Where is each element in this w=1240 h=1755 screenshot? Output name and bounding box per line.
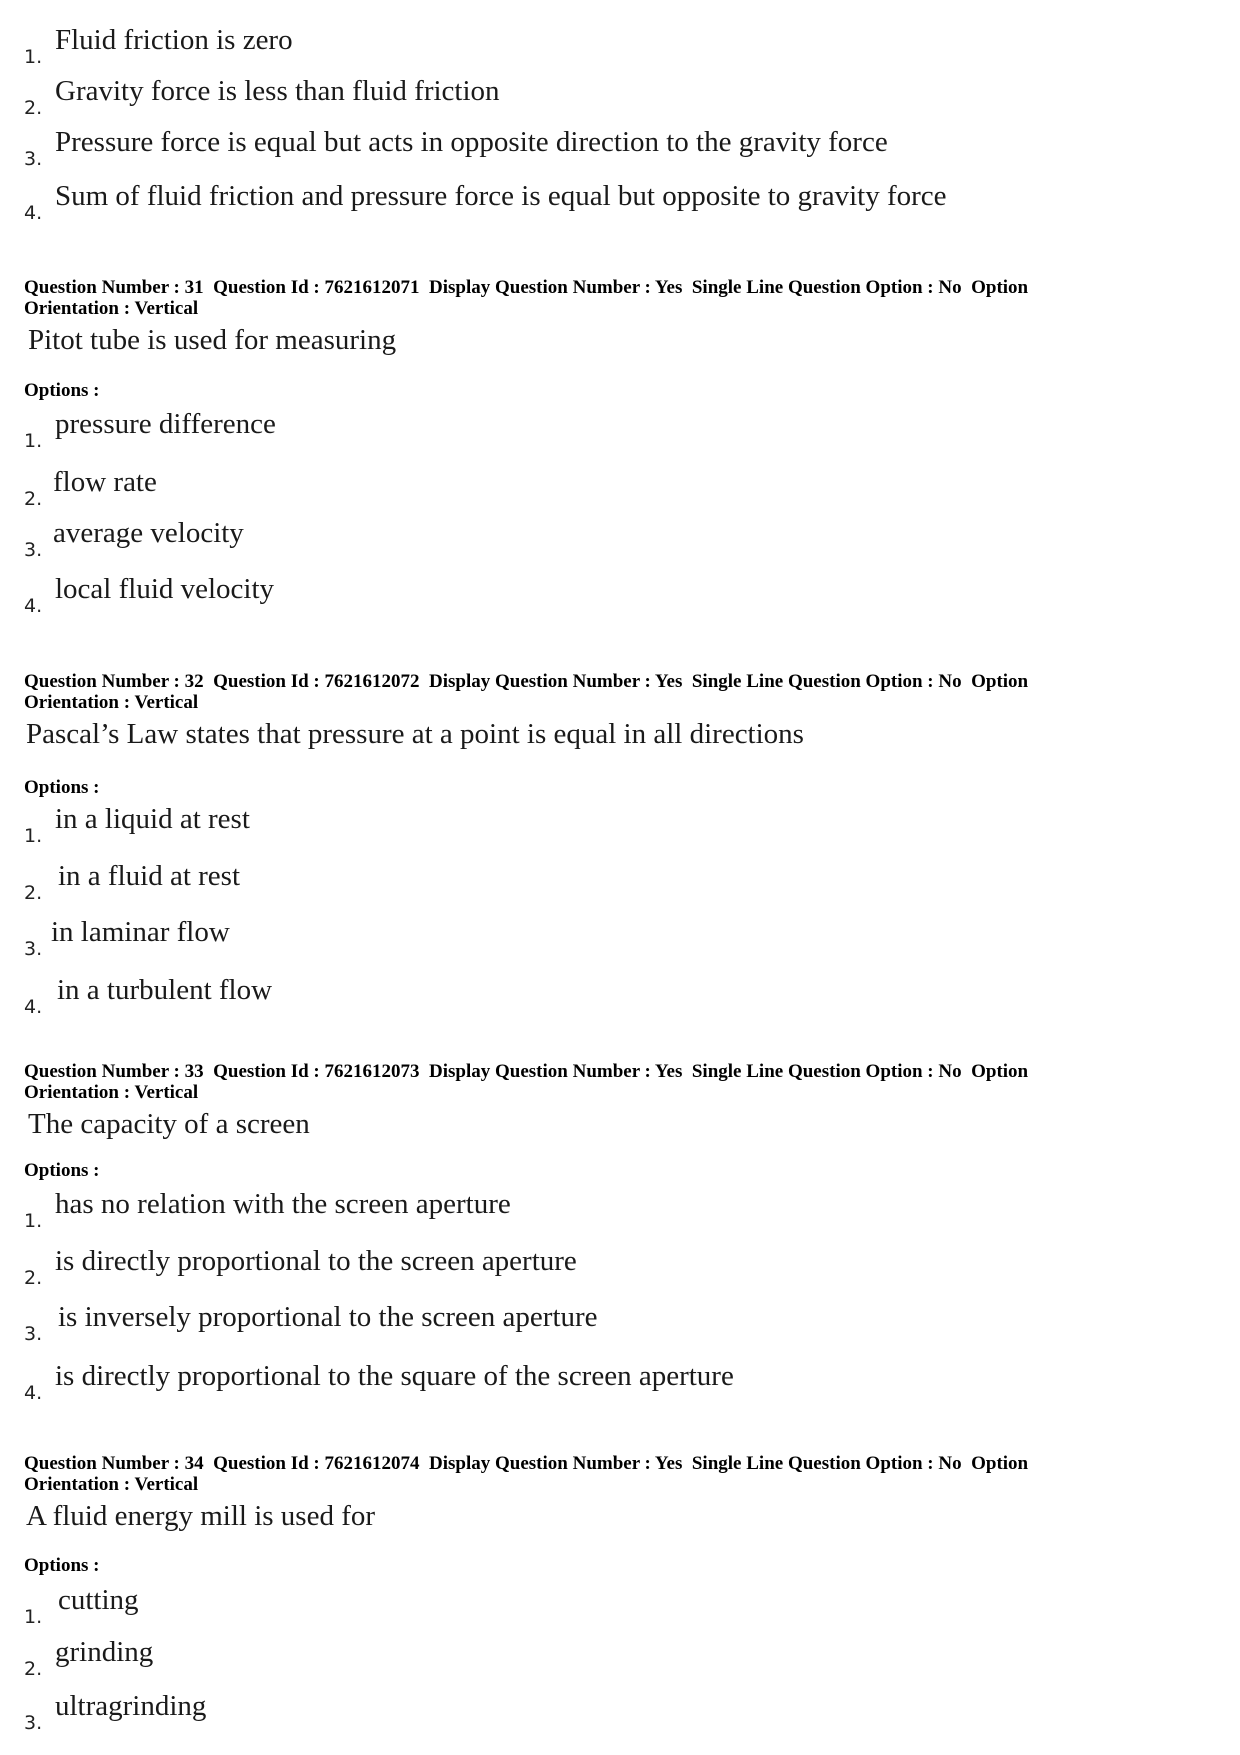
option-text: local fluid velocity <box>55 573 275 605</box>
option-text: average velocity <box>53 517 244 549</box>
option-text: in a liquid at rest <box>55 803 250 835</box>
option-text: Sum of fluid friction and pressure force is equal but opposite to gravity force <box>55 180 947 212</box>
option-text: pressure difference <box>55 408 276 440</box>
option-number: 4. <box>24 996 43 1018</box>
option-number: 3. <box>24 539 43 561</box>
option-number: 3. <box>24 938 43 960</box>
options-label: Options : <box>24 1555 100 1576</box>
option-text: flow rate <box>53 466 157 498</box>
option-text: grinding <box>55 1636 154 1668</box>
q32-option-3 <box>22 916 1172 964</box>
question-34-text: A fluid energy mill is used for <box>26 1500 376 1532</box>
q33-option-2 <box>22 1245 1172 1293</box>
option-number: 3. <box>24 148 43 170</box>
option-text: Gravity force is less than fluid friction <box>55 75 500 107</box>
option-number: 1. <box>24 46 43 68</box>
option-text: has no relation with the screen aperture <box>55 1188 511 1220</box>
options-label: Options : <box>24 1160 100 1181</box>
option-number: 4. <box>24 202 43 224</box>
question-33-meta: Question Number : 33 Question Id : 7621612073 Display Question Number : Yes Single Line Question Option : No Option Orientation : Vertical <box>24 1061 1029 1103</box>
q33-option-3 <box>22 1301 1172 1349</box>
option-number: 2. <box>24 488 43 510</box>
q31-option-1 <box>22 408 1172 456</box>
prev-option-2 <box>22 75 1172 123</box>
option-number: 3. <box>24 1712 43 1734</box>
q32-option-2 <box>22 860 1172 908</box>
option-text: ultragrinding <box>55 1690 207 1722</box>
option-text: is directly proportional to the square of the screen aperture <box>55 1360 734 1392</box>
q33-option-1 <box>22 1188 1172 1236</box>
q33-option-4 <box>22 1360 1172 1408</box>
q31-option-2 <box>22 466 1172 514</box>
q34-option-2 <box>22 1636 1172 1684</box>
option-text: Fluid friction is zero <box>55 24 293 56</box>
q34-option-1 <box>22 1584 1172 1632</box>
question-31-meta: Question Number : 31 Question Id : 7621612071 Display Question Number : Yes Single Line Question Option : No Option Orientation : Vertical <box>24 277 1029 319</box>
option-number: 1. <box>24 825 43 847</box>
options-label: Options : <box>24 777 100 798</box>
q34-option-3 <box>22 1690 1172 1738</box>
option-number: 4. <box>24 1382 43 1404</box>
prev-option-1 <box>22 24 1172 72</box>
option-text: cutting <box>58 1584 139 1616</box>
option-text: in a turbulent flow <box>57 974 273 1006</box>
q31-option-4 <box>22 573 1172 621</box>
option-number: 1. <box>24 430 43 452</box>
question-32-text: Pascal’s Law states that pressure at a point is equal in all directions <box>26 718 804 750</box>
question-31-text: Pitot tube is used for measuring <box>28 324 397 356</box>
options-label: Options : <box>24 380 100 401</box>
option-text: in a fluid at rest <box>58 860 241 892</box>
option-text: Pressure force is equal but acts in opposite direction to the gravity force <box>55 126 888 158</box>
option-number: 2. <box>24 882 43 904</box>
option-text: in laminar flow <box>51 916 230 948</box>
question-34-meta: Question Number : 34 Question Id : 7621612074 Display Question Number : Yes Single Line Question Option : No Option Orientation : Vertical <box>24 1453 1029 1495</box>
option-number: 4. <box>24 595 43 617</box>
prev-option-3 <box>22 126 1172 174</box>
option-number: 2. <box>24 1267 43 1289</box>
prev-option-4 <box>22 180 1172 228</box>
q32-option-1 <box>22 803 1172 851</box>
option-text: is directly proportional to the screen aperture <box>55 1245 577 1277</box>
option-number: 1. <box>24 1210 43 1232</box>
q31-option-3 <box>22 517 1172 565</box>
option-number: 3. <box>24 1323 43 1345</box>
option-number: 1. <box>24 1606 43 1628</box>
question-32-meta: Question Number : 32 Question Id : 7621612072 Display Question Number : Yes Single Line Question Option : No Option Orientation : Vertical <box>24 671 1029 713</box>
option-number: 2. <box>24 97 43 119</box>
q32-option-4 <box>22 974 1172 1022</box>
option-number: 2. <box>24 1658 43 1680</box>
option-text: is inversely proportional to the screen aperture <box>58 1301 598 1333</box>
question-33-text: The capacity of a screen <box>28 1108 310 1140</box>
